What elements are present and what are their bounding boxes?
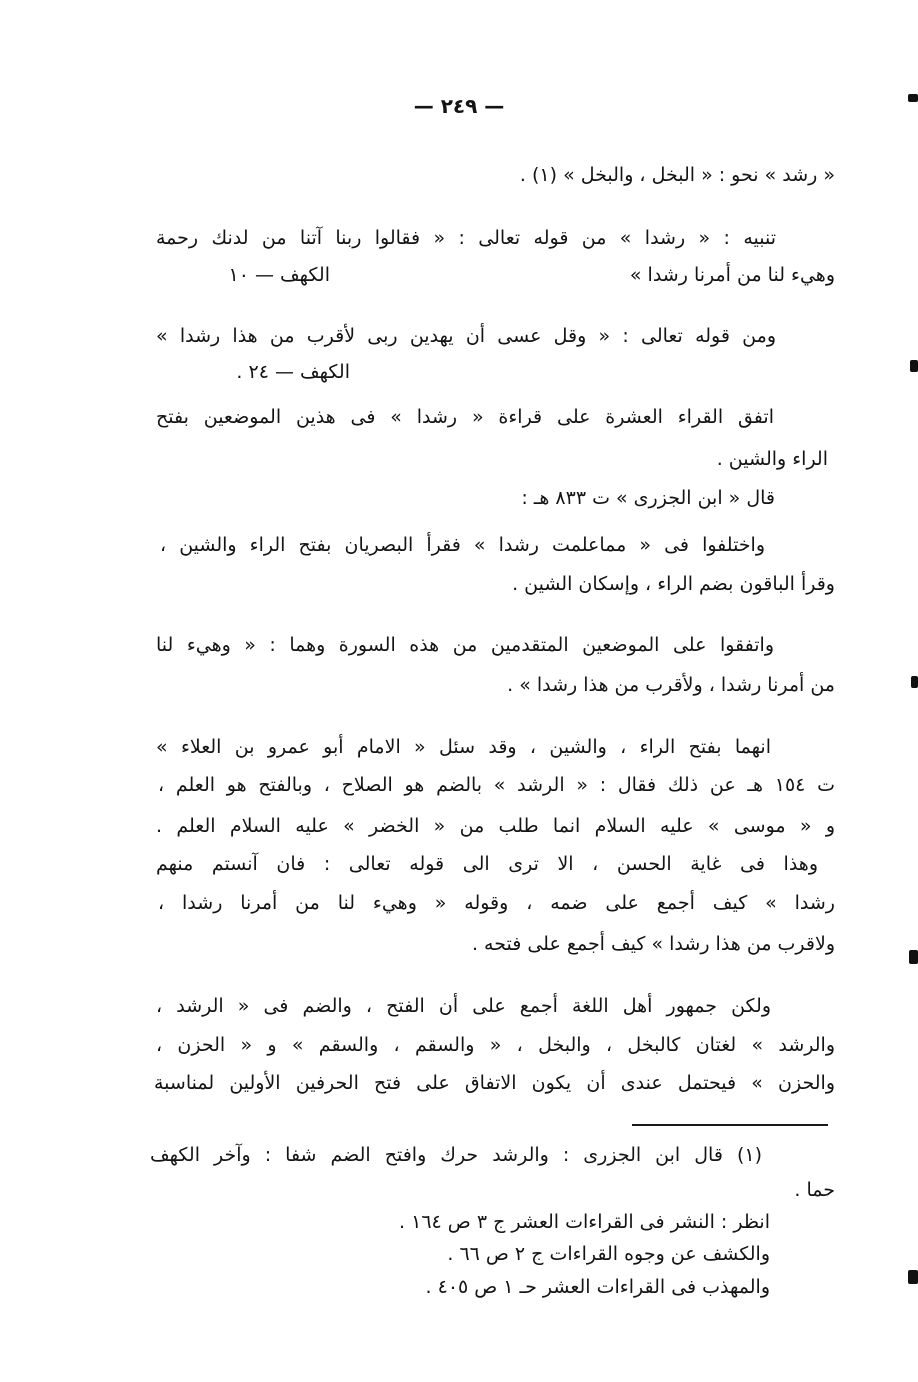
text-line-13: انهما بفتح الراء ، والشين ، وقد سئل « الامام أبو عمرو بن العلاء »: [156, 736, 771, 758]
footnote-line-3: انظر : النشر فى القراءات العشر ج ٣ ص ١٦٤ .: [399, 1211, 770, 1233]
text-line-18: ولاقرب من هذا رشدا » كيف أجمع على فتحه .: [471, 933, 835, 955]
scan-edge-mark: [908, 94, 918, 102]
page-number: — ٢٤٩ —: [413, 94, 505, 118]
scan-edge-mark: [908, 1270, 918, 1284]
scan-edge-mark: [911, 676, 918, 688]
text-line-4: ومن قوله تعالى : « وقل عسى أن يهدين ربى لأقرب من هذا رشدا »: [156, 325, 776, 347]
footnote-line-5: والمهذب فى القراءات العشر حـ ١ ص ٤٠٥ .: [425, 1276, 770, 1298]
quran-reference-2: الكهف — ٢٤ .: [236, 361, 350, 383]
footnote-line-4: والكشف عن وجوه القراءات ج ٢ ص ٦٦ .: [447, 1243, 770, 1265]
text-line-2: تنبيه : « رشدا » من قوله تعالى : « فقالوا ربنا آتنا من لدنك رحمة: [156, 227, 776, 249]
text-line-17: رشدا » كيف أجمع على ضمه ، وقوله « وهيء لنا من أمرنا رشدا ،: [158, 892, 835, 914]
scan-edge-mark: [909, 950, 918, 964]
text-line-7: الراء والشين .: [716, 448, 828, 470]
footnote-line-1: (١) قال ابن الجزرى : والرشد حرك وافتح الضم شفا : وآخر الكهف: [150, 1144, 762, 1166]
text-line-15: و « موسى » عليه السلام انما طلب من « الخضر » عليه السلام العلم .: [156, 815, 835, 837]
text-line-10: وقرأ الباقون بضم الراء ، وإسكان الشين .: [512, 573, 835, 595]
text-line-19: ولكن جمهور أهل اللغة أجمع على أن الفتح ، والضم فى « الرشد ،: [156, 995, 771, 1017]
quran-reference-1: الكهف — ١٠: [228, 264, 330, 286]
text-line-20: والرشد » لغتان كالبخل ، والبخل ، « والسقم ، والسقم » و « الحزن ،: [156, 1034, 835, 1056]
text-line-16: وهذا فى غاية الحسن ، الا ترى الى قوله تعالى : فان آنستم منهم: [156, 853, 818, 875]
text-line-6: اتفق القراء العشرة على قراءة « رشدا » فى هذين الموضعين بفتح: [156, 406, 774, 428]
text-line-9: واختلفوا فى « مماعلمت رشدا » فقرأ البصريان بفتح الراء والشين ،: [160, 534, 765, 556]
text-line-3: وهيء لنا من أمرنا رشدا »: [629, 264, 835, 286]
text-line-11: واتفقوا على الموضعين المتقدمين من هذه السورة وهما : « وهيء لنا: [156, 634, 774, 656]
text-line-21: والحزن » فيحتمل عندى أن يكون الاتفاق على فتح الحرفين الأولين لمناسبة: [154, 1072, 835, 1094]
footnote-line-2: حما .: [794, 1179, 835, 1201]
text-line-8: قال « ابن الجزرى » ت ٨٣٣ هـ :: [521, 487, 775, 509]
text-line-12: من أمرنا رشدا ، ولأقرب من هذا رشدا » .: [507, 674, 835, 696]
text-line-14: ت ١٥٤ هـ عن ذلك فقال : « الرشد » بالضم هو الصلاح ، وبالفتح هو العلم ،: [158, 774, 835, 796]
text-line-1: « رشد » نحو : « البخل ، والبخل » (١) .: [519, 164, 835, 186]
scan-edge-mark: [910, 360, 918, 372]
footnote-separator: [632, 1124, 828, 1126]
